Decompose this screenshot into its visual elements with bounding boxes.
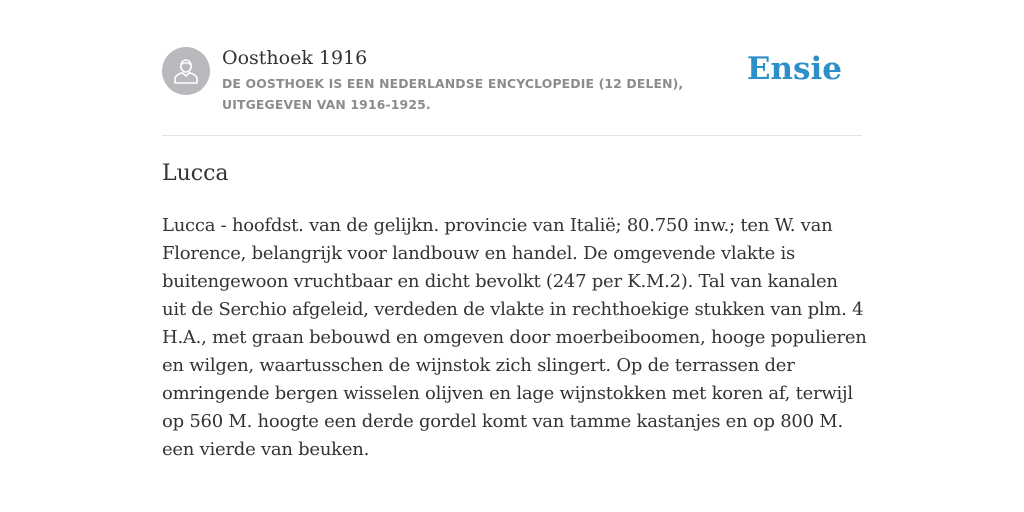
article-title: Lucca: [162, 161, 229, 186]
source-header: [162, 45, 862, 135]
divider: [162, 135, 862, 136]
user-avatar-icon: [172, 57, 200, 85]
source-title[interactable]: Oosthoek 1916: [222, 47, 368, 69]
source-description: DE OOSTHOEK IS EEN NEDERLANDSE ENCYCLOPEDIE (12 DELEN), UITGEGEVEN VAN 1916-1925.: [222, 76, 684, 112]
avatar: [162, 47, 210, 95]
article-body: Lucca - hoofdst. van de gelijkn. provincie van Italië; 80.750 inw.; ten W. van Florence, belangrijk voor landbouw en handel. De omgevende vlakte is buitengewoon vruchtbaar en dicht bevolkt (247 per K.M.2). Tal van kanalen uit de Serchio afgeleid, verdeden de vlakte in rechthoekige stukken van plm. 4 H.A., met graan bebouwd en omgeven door moerbeiboomen, hooge populieren en wilgen, waartusschen de wijnstok zich slingert. Op de terrassen der omringende bergen wisselen olijven en lage wijnstokken met koren af, terwijl op 560 M. hoogte een derde gordel komt van tamme kastanjes en op 800 M. een vierde van beuken.: [162, 215, 867, 460]
source-info: [222, 45, 762, 115]
ensie-logo-link[interactable]: Ensie: [746, 51, 842, 87]
